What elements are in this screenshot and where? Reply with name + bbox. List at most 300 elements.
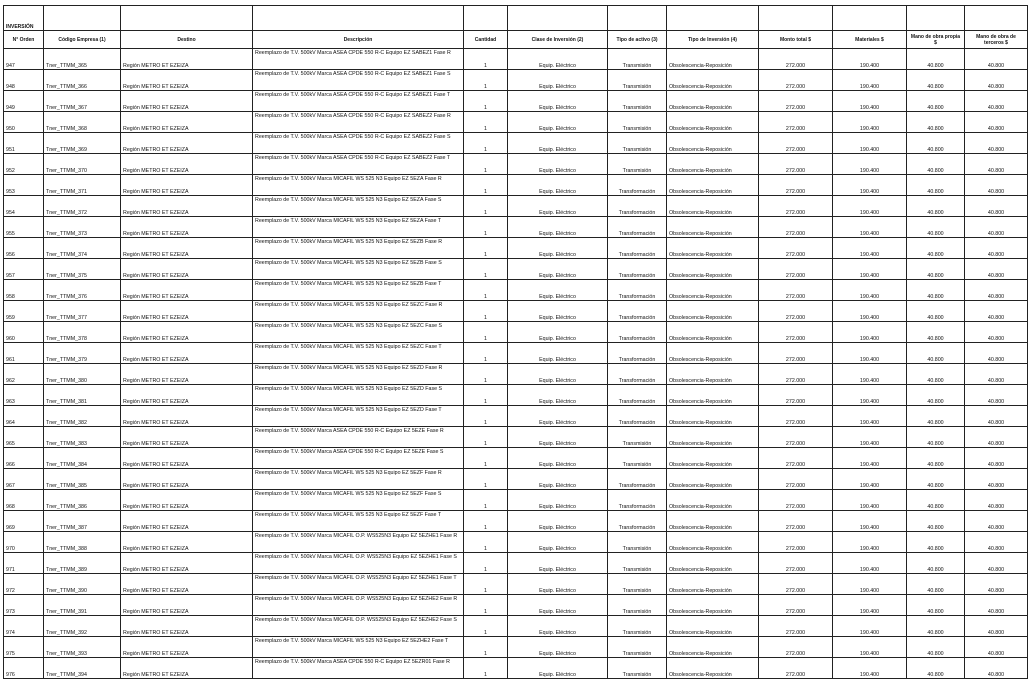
cell-clase: Equip. Eléctrico [508,154,608,175]
cell-descripcion: Reemplazo de T.V. 500kV Marca ASEA CPDE 550 R-C Equipo EZ SABEZ1 Fase R [253,49,464,70]
table-body [4,49,1028,679]
cell-descripcion: Reemplazo de T.V. 500kV Marca ASEA CPDE 550 R-C Equipo EZ SABEZ2 Fase S [253,133,464,154]
cell-destino: Región METRO ET EZEIZA [121,154,253,175]
cell-tipo-activo: Transmisión [608,91,667,112]
col-header-destino: Destino [121,31,253,49]
cell-descripcion: Reemplazo de T.V. 500kV Marca MICAFIL WS 525 N3 Equipo EZ 5EZD Fase T [253,406,464,427]
cell-descripcion: Reemplazo de T.V. 500kV Marca MICAFIL WS 525 N3 Equipo EZ 5EZHE2 Fase T [253,637,464,658]
table-row [4,259,1028,280]
cell-mano-obra-propia: 40.800 [907,91,965,112]
cell-tipo-inversion: Obsolescencia-Reposición [667,196,759,217]
cell-mano-obra-terceros: 40.800 [965,427,1028,448]
cell-orden: 971 [4,553,44,574]
cell-cantidad: 1 [464,133,508,154]
cell-mano-obra-propia: 40.800 [907,427,965,448]
table-row [4,238,1028,259]
table-row [4,49,1028,70]
cell-cantidad: 1 [464,532,508,553]
cell-tipo-inversion: Obsolescencia-Reposición [667,154,759,175]
cell-monto-total: 272.000 [759,595,833,616]
cell-destino: Región METRO ET EZEIZA [121,658,253,679]
cell-tipo-inversion: Obsolescencia-Reposición [667,448,759,469]
cell-tipo-activo: Transformación [608,196,667,217]
cell-tipo-activo: Transmisión [608,658,667,679]
cell-codigo: Tner_TTMM_370 [44,154,121,175]
cell-orden: 966 [4,448,44,469]
cell-cantidad: 1 [464,343,508,364]
cell-mano-obra-terceros: 40.800 [965,469,1028,490]
cell-destino: Región METRO ET EZEIZA [121,406,253,427]
cell-materiales: 190.400 [833,553,907,574]
cell-tipo-inversion: Obsolescencia-Reposición [667,511,759,532]
cell-codigo: Tner_TTMM_382 [44,406,121,427]
cell-destino: Región METRO ET EZEIZA [121,322,253,343]
cell-destino: Región METRO ET EZEIZA [121,280,253,301]
section-header-row [4,6,1028,31]
cell-orden: 970 [4,532,44,553]
cell-clase: Equip. Eléctrico [508,637,608,658]
cell-tipo-activo: Transmisión [608,553,667,574]
cell-mano-obra-terceros: 40.800 [965,616,1028,637]
col-header-tipo-activo: Tipo de activo (3) [608,31,667,49]
cell-monto-total: 272.000 [759,574,833,595]
cell-descripcion: Reemplazo de T.V. 500kV Marca MICAFIL O.P. WS525N3 Equipo EZ 5EZHE2 Fase S [253,616,464,637]
cell-tipo-inversion: Obsolescencia-Reposición [667,343,759,364]
cell-clase: Equip. Eléctrico [508,175,608,196]
cell-destino: Región METRO ET EZEIZA [121,301,253,322]
cell-mano-obra-propia: 40.800 [907,301,965,322]
cell-codigo: Tner_TTMM_384 [44,448,121,469]
cell-destino: Región METRO ET EZEIZA [121,385,253,406]
table-row [4,280,1028,301]
cell-cantidad: 1 [464,70,508,91]
cell-destino: Región METRO ET EZEIZA [121,49,253,70]
cell-monto-total: 272.000 [759,238,833,259]
table-row [4,301,1028,322]
cell-materiales: 190.400 [833,385,907,406]
cell-tipo-activo: Transmisión [608,70,667,91]
cell-tipo-activo: Transformación [608,175,667,196]
table-row [4,511,1028,532]
cell-destino: Región METRO ET EZEIZA [121,196,253,217]
cell-mano-obra-terceros: 40.800 [965,595,1028,616]
cell-monto-total: 272.000 [759,532,833,553]
cell-tipo-activo: Transmisión [608,112,667,133]
column-header-row [4,31,1028,49]
cell-monto-total: 272.000 [759,427,833,448]
cell-materiales: 190.400 [833,406,907,427]
cell-codigo: Tner_TTMM_378 [44,322,121,343]
cell-clase: Equip. Eléctrico [508,427,608,448]
cell-materiales: 190.400 [833,595,907,616]
cell-monto-total: 272.000 [759,70,833,91]
cell-mano-obra-terceros: 40.800 [965,133,1028,154]
cell-descripcion: Reemplazo de T.V. 500kV Marca ASEA CPDE 550 R-C Equipo EZ SABEZ2 Fase R [253,112,464,133]
cell-clase: Equip. Eléctrico [508,70,608,91]
cell-mano-obra-propia: 40.800 [907,406,965,427]
cell-monto-total: 272.000 [759,511,833,532]
cell-cantidad: 1 [464,322,508,343]
col-header-materiales: Materiales $ [833,31,907,49]
cell-orden: 975 [4,637,44,658]
cell-mano-obra-propia: 40.800 [907,469,965,490]
cell-tipo-inversion: Obsolescencia-Reposición [667,259,759,280]
cell-mano-obra-terceros: 40.800 [965,448,1028,469]
cell-cantidad: 1 [464,238,508,259]
cell-orden: 961 [4,343,44,364]
cell-orden: 957 [4,259,44,280]
cell-mano-obra-propia: 40.800 [907,259,965,280]
cell-tipo-activo: Transformación [608,406,667,427]
section-blank-cell [833,6,907,31]
cell-mano-obra-propia: 40.800 [907,448,965,469]
cell-clase: Equip. Eléctrico [508,469,608,490]
cell-tipo-inversion: Obsolescencia-Reposición [667,49,759,70]
cell-tipo-inversion: Obsolescencia-Reposición [667,280,759,301]
cell-destino: Región METRO ET EZEIZA [121,616,253,637]
table-row [4,322,1028,343]
cell-mano-obra-terceros: 40.800 [965,385,1028,406]
cell-destino: Región METRO ET EZEIZA [121,259,253,280]
cell-materiales: 190.400 [833,322,907,343]
cell-tipo-inversion: Obsolescencia-Reposición [667,133,759,154]
cell-orden: 964 [4,406,44,427]
cell-mano-obra-terceros: 40.800 [965,490,1028,511]
cell-mano-obra-terceros: 40.800 [965,91,1028,112]
table-row [4,406,1028,427]
cell-materiales: 190.400 [833,637,907,658]
section-blank-cell [759,6,833,31]
cell-tipo-activo: Transmisión [608,637,667,658]
cell-destino: Región METRO ET EZEIZA [121,175,253,196]
cell-cantidad: 1 [464,616,508,637]
cell-materiales: 190.400 [833,574,907,595]
cell-mano-obra-terceros: 40.800 [965,574,1028,595]
cell-orden: 953 [4,175,44,196]
cell-codigo: Tner_TTMM_377 [44,301,121,322]
cell-materiales: 190.400 [833,532,907,553]
cell-codigo: Tner_TTMM_365 [44,49,121,70]
section-blank-cell [121,6,253,31]
cell-codigo: Tner_TTMM_372 [44,196,121,217]
cell-cantidad: 1 [464,406,508,427]
cell-clase: Equip. Eléctrico [508,301,608,322]
cell-materiales: 190.400 [833,196,907,217]
cell-codigo: Tner_TTMM_373 [44,217,121,238]
cell-cantidad: 1 [464,280,508,301]
cell-orden: 968 [4,490,44,511]
cell-mano-obra-propia: 40.800 [907,238,965,259]
cell-materiales: 190.400 [833,427,907,448]
investment-table [3,5,1028,679]
cell-codigo: Tner_TTMM_391 [44,595,121,616]
cell-tipo-activo: Transformación [608,385,667,406]
cell-clase: Equip. Eléctrico [508,322,608,343]
cell-mano-obra-propia: 40.800 [907,70,965,91]
cell-destino: Región METRO ET EZEIZA [121,637,253,658]
table-row [4,658,1028,679]
cell-codigo: Tner_TTMM_383 [44,427,121,448]
cell-tipo-activo: Transmisión [608,574,667,595]
cell-tipo-inversion: Obsolescencia-Reposición [667,595,759,616]
col-header-tipo-inversion: Tipo de Inversión (4) [667,31,759,49]
cell-tipo-activo: Transformación [608,259,667,280]
cell-clase: Equip. Eléctrico [508,532,608,553]
cell-tipo-activo: Transformación [608,511,667,532]
cell-mano-obra-terceros: 40.800 [965,259,1028,280]
cell-clase: Equip. Eléctrico [508,448,608,469]
cell-codigo: Tner_TTMM_376 [44,280,121,301]
cell-tipo-inversion: Obsolescencia-Reposición [667,238,759,259]
section-blank-cell [667,6,759,31]
cell-tipo-inversion: Obsolescencia-Reposición [667,574,759,595]
cell-materiales: 190.400 [833,133,907,154]
cell-cantidad: 1 [464,301,508,322]
cell-tipo-activo: Transmisión [608,595,667,616]
cell-monto-total: 272.000 [759,553,833,574]
cell-codigo: Tner_TTMM_366 [44,70,121,91]
section-blank-cell [464,6,508,31]
cell-cantidad: 1 [464,385,508,406]
cell-mano-obra-terceros: 40.800 [965,658,1028,679]
cell-tipo-inversion: Obsolescencia-Reposición [667,637,759,658]
cell-tipo-inversion: Obsolescencia-Reposición [667,364,759,385]
section-title: INVERSIÓN [4,6,44,31]
section-blank-cell [253,6,464,31]
cell-cantidad: 1 [464,112,508,133]
table-row [4,469,1028,490]
cell-orden: 976 [4,658,44,679]
cell-tipo-inversion: Obsolescencia-Reposición [667,301,759,322]
cell-tipo-activo: Transformación [608,217,667,238]
cell-orden: 956 [4,238,44,259]
cell-clase: Equip. Eléctrico [508,196,608,217]
cell-mano-obra-propia: 40.800 [907,133,965,154]
cell-cantidad: 1 [464,91,508,112]
cell-codigo: Tner_TTMM_379 [44,343,121,364]
cell-materiales: 190.400 [833,280,907,301]
cell-destino: Región METRO ET EZEIZA [121,217,253,238]
cell-mano-obra-propia: 40.800 [907,595,965,616]
cell-destino: Región METRO ET EZEIZA [121,595,253,616]
col-header-orden: N° Orden [4,31,44,49]
cell-orden: 963 [4,385,44,406]
col-header-descripcion: Descripción [253,31,464,49]
cell-codigo: Tner_TTMM_389 [44,553,121,574]
cell-monto-total: 272.000 [759,196,833,217]
cell-materiales: 190.400 [833,301,907,322]
cell-orden: 962 [4,364,44,385]
cell-descripcion: Reemplazo de T.V. 500kV Marca MICAFIL WS 525 N3 Equipo EZ 5EZD Fase R [253,364,464,385]
section-blank-cell [508,6,608,31]
cell-mano-obra-propia: 40.800 [907,217,965,238]
cell-monto-total: 272.000 [759,259,833,280]
cell-mano-obra-propia: 40.800 [907,112,965,133]
cell-mano-obra-propia: 40.800 [907,280,965,301]
cell-materiales: 190.400 [833,175,907,196]
cell-clase: Equip. Eléctrico [508,343,608,364]
cell-monto-total: 272.000 [759,217,833,238]
cell-clase: Equip. Eléctrico [508,490,608,511]
cell-clase: Equip. Eléctrico [508,133,608,154]
cell-monto-total: 272.000 [759,658,833,679]
table-row [4,112,1028,133]
cell-clase: Equip. Eléctrico [508,91,608,112]
cell-destino: Región METRO ET EZEIZA [121,133,253,154]
cell-descripcion: Reemplazo de T.V. 500kV Marca MICAFIL WS 525 N3 Equipo EZ 5EZD Fase S [253,385,464,406]
cell-codigo: Tner_TTMM_371 [44,175,121,196]
table-row [4,91,1028,112]
cell-monto-total: 272.000 [759,154,833,175]
cell-tipo-inversion: Obsolescencia-Reposición [667,70,759,91]
cell-destino: Región METRO ET EZEIZA [121,427,253,448]
cell-descripcion: Reemplazo de T.V. 500kV Marca ASEA CPDE 550 R-C Equipo EZ SABEZ1 Fase T [253,91,464,112]
cell-mano-obra-propia: 40.800 [907,364,965,385]
cell-cantidad: 1 [464,49,508,70]
cell-destino: Región METRO ET EZEIZA [121,490,253,511]
cell-cantidad: 1 [464,490,508,511]
cell-descripcion: Reemplazo de T.V. 500kV Marca ASEA CPDE 550 R-C Equipo EZ SABEZ1 Fase S [253,70,464,91]
table-row [4,532,1028,553]
cell-tipo-activo: Transformación [608,364,667,385]
cell-descripcion: Reemplazo de T.V. 500kV Marca MICAFIL O.P. WS525N3 Equipo EZ 5EZHE1 Fase S [253,553,464,574]
cell-materiales: 190.400 [833,364,907,385]
cell-cantidad: 1 [464,595,508,616]
cell-orden: 952 [4,154,44,175]
cell-codigo: Tner_TTMM_388 [44,532,121,553]
cell-orden: 950 [4,112,44,133]
cell-clase: Equip. Eléctrico [508,574,608,595]
cell-mano-obra-propia: 40.800 [907,490,965,511]
table-row [4,553,1028,574]
cell-cantidad: 1 [464,511,508,532]
table-row [4,196,1028,217]
cell-tipo-inversion: Obsolescencia-Reposición [667,658,759,679]
col-header-cantidad: Cantidad [464,31,508,49]
cell-descripcion: Reemplazo de T.V. 500kV Marca MICAFIL WS 525 N3 Equipo EZ 5EZC Fase R [253,301,464,322]
col-header-monto-total: Monto total $ [759,31,833,49]
cell-orden: 959 [4,301,44,322]
cell-mano-obra-propia: 40.800 [907,511,965,532]
cell-clase: Equip. Eléctrico [508,616,608,637]
cell-destino: Región METRO ET EZEIZA [121,91,253,112]
cell-cantidad: 1 [464,637,508,658]
cell-monto-total: 272.000 [759,301,833,322]
cell-mano-obra-terceros: 40.800 [965,175,1028,196]
cell-mano-obra-propia: 40.800 [907,196,965,217]
cell-tipo-inversion: Obsolescencia-Reposición [667,175,759,196]
cell-destino: Región METRO ET EZEIZA [121,511,253,532]
cell-tipo-inversion: Obsolescencia-Reposición [667,385,759,406]
cell-monto-total: 272.000 [759,112,833,133]
cell-tipo-inversion: Obsolescencia-Reposición [667,616,759,637]
cell-cantidad: 1 [464,553,508,574]
cell-tipo-activo: Transformación [608,280,667,301]
cell-descripcion: Reemplazo de T.V. 500kV Marca MICAFIL WS 525 N3 Equipo EZ 5EZA Fase T [253,217,464,238]
section-blank-cell [44,6,121,31]
cell-orden: 960 [4,322,44,343]
table-row [4,364,1028,385]
table-row [4,490,1028,511]
cell-orden: 948 [4,70,44,91]
table-row [4,217,1028,238]
cell-orden: 965 [4,427,44,448]
cell-destino: Región METRO ET EZEIZA [121,70,253,91]
cell-tipo-activo: Transmisión [608,427,667,448]
cell-descripcion: Reemplazo de T.V. 500kV Marca MICAFIL WS 525 N3 Equipo EZ 5EZA Fase R [253,175,464,196]
cell-orden: 954 [4,196,44,217]
cell-materiales: 190.400 [833,238,907,259]
cell-clase: Equip. Eléctrico [508,385,608,406]
cell-mano-obra-terceros: 40.800 [965,322,1028,343]
cell-mano-obra-terceros: 40.800 [965,112,1028,133]
cell-cantidad: 1 [464,154,508,175]
cell-destino: Región METRO ET EZEIZA [121,532,253,553]
cell-orden: 972 [4,574,44,595]
cell-materiales: 190.400 [833,91,907,112]
cell-mano-obra-propia: 40.800 [907,532,965,553]
table-row [4,427,1028,448]
cell-codigo: Tner_TTMM_367 [44,91,121,112]
cell-tipo-activo: Transformación [608,238,667,259]
cell-mano-obra-terceros: 40.800 [965,364,1028,385]
cell-descripcion: Reemplazo de T.V. 500kV Marca MICAFIL WS 525 N3 Equipo EZ 5EZC Fase T [253,343,464,364]
table-row [4,616,1028,637]
cell-tipo-inversion: Obsolescencia-Reposición [667,112,759,133]
cell-mano-obra-terceros: 40.800 [965,511,1028,532]
cell-cantidad: 1 [464,364,508,385]
cell-descripcion: Reemplazo de T.V. 500kV Marca MICAFIL O.P. WS525N3 Equipo EZ 5EZHE1 Fase R [253,532,464,553]
cell-clase: Equip. Eléctrico [508,406,608,427]
cell-cantidad: 1 [464,259,508,280]
cell-monto-total: 272.000 [759,133,833,154]
cell-cantidad: 1 [464,448,508,469]
cell-tipo-inversion: Obsolescencia-Reposición [667,469,759,490]
cell-monto-total: 272.000 [759,385,833,406]
cell-clase: Equip. Eléctrico [508,364,608,385]
cell-mano-obra-terceros: 40.800 [965,406,1028,427]
table-row [4,574,1028,595]
cell-tipo-inversion: Obsolescencia-Reposición [667,427,759,448]
cell-cantidad: 1 [464,175,508,196]
cell-monto-total: 272.000 [759,406,833,427]
cell-mano-obra-terceros: 40.800 [965,343,1028,364]
cell-clase: Equip. Eléctrico [508,280,608,301]
table-row [4,154,1028,175]
cell-clase: Equip. Eléctrico [508,511,608,532]
cell-materiales: 190.400 [833,49,907,70]
cell-descripcion: Reemplazo de T.V. 500kV Marca MICAFIL WS 525 N3 Equipo EZ 5EZF Fase R [253,469,464,490]
cell-descripcion: Reemplazo de T.V. 500kV Marca MICAFIL WS 525 N3 Equipo EZ 5EZB Fase T [253,280,464,301]
cell-mano-obra-propia: 40.800 [907,154,965,175]
cell-tipo-activo: Transmisión [608,133,667,154]
table-row [4,385,1028,406]
cell-codigo: Tner_TTMM_381 [44,385,121,406]
cell-monto-total: 272.000 [759,322,833,343]
cell-monto-total: 272.000 [759,448,833,469]
cell-orden: 969 [4,511,44,532]
cell-materiales: 190.400 [833,511,907,532]
cell-orden: 947 [4,49,44,70]
cell-tipo-inversion: Obsolescencia-Reposición [667,532,759,553]
cell-clase: Equip. Eléctrico [508,112,608,133]
cell-tipo-inversion: Obsolescencia-Reposición [667,406,759,427]
cell-mano-obra-propia: 40.800 [907,616,965,637]
cell-monto-total: 272.000 [759,616,833,637]
cell-tipo-activo: Transformación [608,469,667,490]
cell-clase: Equip. Eléctrico [508,553,608,574]
cell-tipo-inversion: Obsolescencia-Reposición [667,322,759,343]
